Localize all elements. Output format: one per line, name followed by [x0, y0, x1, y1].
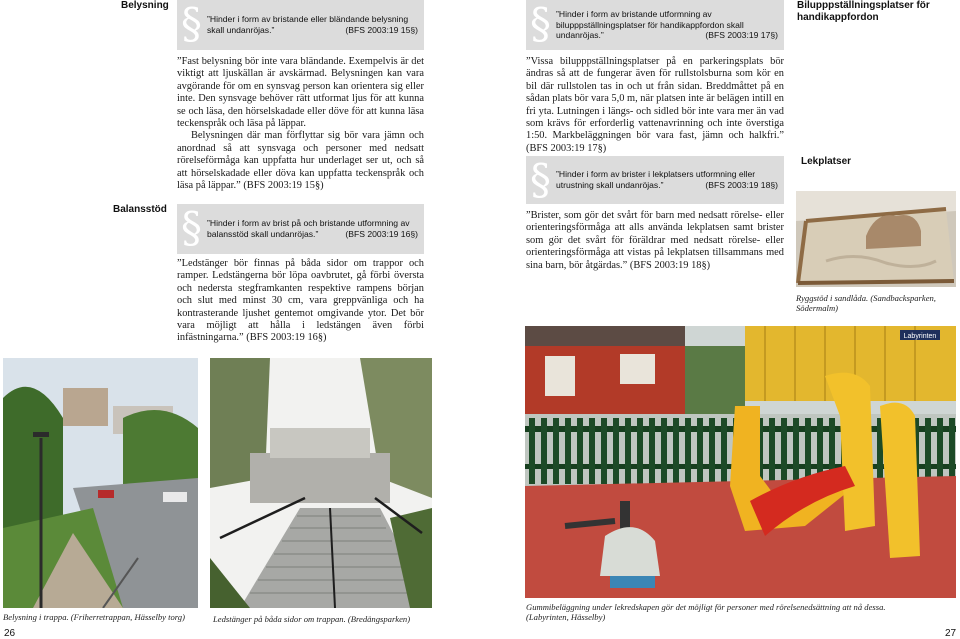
quote-reference: (BFS 2003:19 16§) [345, 228, 418, 239]
paragraph: ”Ledstänger bör finnas på båda sidor om trappor och ramper. Ledstängerna bör löpa oavbrutet, gå förbi översta och nedersta stegframkanten respektive rampens början och slut med minst 30 cm, vara greppvänliga och ha kontrasterande ljushet gentemot omgivande ytor. Det bör vara möjligt att hålla i ledstängen även förbi infästningarna.” (BFS 2003:19 16§) [177, 258, 424, 344]
quote-box-parkering [526, 0, 784, 50]
sidebar-heading-belysning: Belysning [121, 0, 169, 11]
quote-box-belysning [177, 0, 424, 50]
paragraph: ”Fast belysning bör inte vara bländande. Exempelvis är det viktigt att ljuskällan är avskärmad. Belysningen kan vara avgörande för om en synsvag person kan orientera sig eller inte. Den synsvage behöver rätt utformat ljus för att kunna se och läsa, den hörselskadade eller döve för att kunna läsa teckenspråk och läsa på läppar. [177, 56, 424, 130]
photo-sandbox-backrest [796, 191, 956, 287]
sidebar-heading-parkering: Bilupppställningsplatser för handikappfordon [797, 0, 930, 23]
quote-box-lekplatser [526, 156, 784, 204]
sign-labyrinten: Labyrinten [903, 333, 937, 340]
quote-text: ”Hinder i form av bristande eller bländande belysning skall undanröjas.” [207, 14, 409, 35]
text-belysning [177, 56, 424, 192]
photo-playground [525, 326, 956, 598]
text-parkering [526, 56, 784, 155]
caption-playground: Gummibeläggning under lekredskapen gör det möjligt för personer med rörelsenedsättning att nå dessa. (Labyrinten, Hässelby) [526, 602, 886, 622]
text-balansstod [177, 258, 424, 345]
section-sign-icon: § [530, 0, 551, 48]
paragraph: ”Brister, som gör det svårt för barn med nedsatt rörelse- eller orienteringsförmåga att alls använda lekplatsen samt brister som gör det svårt för föräldrar med nedsatt rörelse- eller orienteringsförmåga att vistas på lekplatsen tillsammans med sina barn, bör åtgärdas.” (BFS 2003:19 18§) [526, 210, 784, 271]
page-number-right: 27 [945, 628, 957, 639]
caption-photo-2: Ledstänger på båda sidor om trappan. (Bredängsparken) [213, 614, 411, 624]
quote-box-balansstod [177, 204, 424, 254]
photo-lit-staircase [3, 358, 198, 608]
caption-sandbox: Ryggstöd i sandlåda. (Sandbacksparken, Södermalm) [796, 293, 936, 313]
page-number-left: 26 [4, 628, 16, 639]
quote-text: ”Hinder i form av bristande utformning av bilupppställningsplatser för handikappfordon skall undanröjas.” [556, 9, 744, 40]
quote-text: ”Hinder i form av brister i lekplatsers utformning eller utrustning skall undanröjas.” [556, 169, 756, 190]
section-sign-icon: § [181, 203, 202, 252]
sidebar-heading-lekplatser: Lekplatser [801, 156, 852, 167]
photo-stairs-handrails [210, 358, 432, 608]
paragraph: Belysningen där man förflyttar sig bör vara jämn och anordnad så att synsvaga och personer med nedsatt rörelseförmåga kan uppfatta hur underlaget ser ut, och så att hörselskadade eller döva kan uppfatta teckenspråk och läsa på läppar.” (BFS 2003:19 15§) [177, 130, 424, 192]
quote-reference: (BFS 2003:19 15§) [345, 24, 418, 35]
caption-photo-1: Belysning i trappa. (Friherretrappan, Hässelby torg) [3, 612, 185, 622]
text-lekplatser [526, 210, 784, 272]
quote-reference: (BFS 2003:19 18§) [705, 179, 778, 190]
sidebar-heading-balansstod: Balansstöd [113, 204, 167, 215]
quote-text: ”Hinder i form av brist på och bristande utformning av balansstöd skall undanröjas.” [207, 218, 410, 239]
paragraph: ”Vissa bilupppställningsplatser på en parkeringsplats bör ändras så att de fungerar även för rullstolsburna som kör en bil där rullstolen tas in och ut från sidan. Breddmåttet på en sådan plats bör vara 5,0 m, när platsen inte är belägen intill en fri yta. Lutningen i längs- och sidled bör inte vara mer än vad som krävs för erforderlig vattenavrinning och inte överstiga 1:50. Markbeläggningen bör vara fast, jämn och halkfri.” (BFS 2003:19 17§) [526, 56, 784, 154]
section-sign-icon: § [530, 155, 551, 204]
section-sign-icon: § [181, 0, 202, 48]
quote-reference: (BFS 2003:19 17§) [705, 30, 778, 40]
